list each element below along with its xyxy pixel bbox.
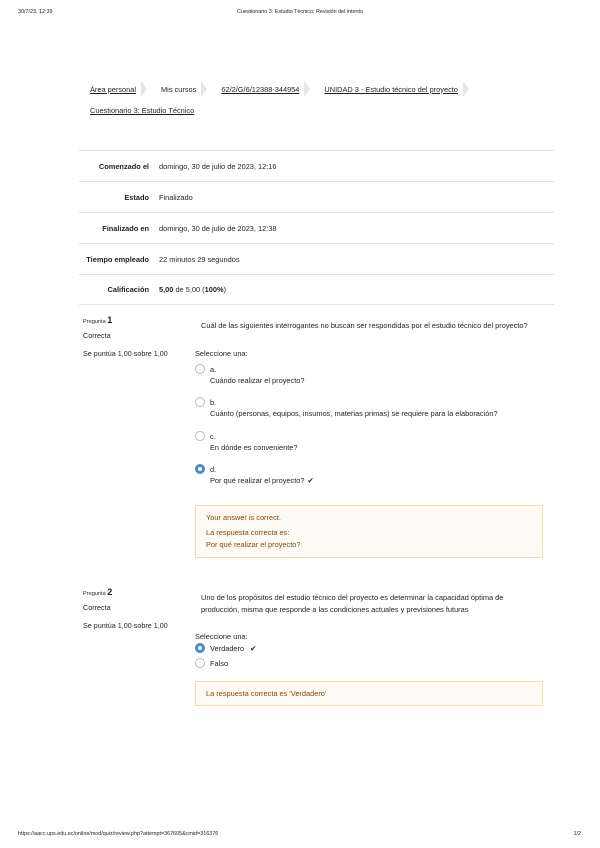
chevron-right-icon [463, 80, 471, 98]
question-number: Pregunta 1 [83, 315, 113, 325]
question-2-feedback: La respuesta correcta es 'Verdadero' [195, 681, 543, 706]
summary-row-started: Comenzado el domingo, 30 de julio de 2023, 12:16 [79, 150, 554, 181]
attempt-summary [79, 150, 554, 305]
question-state: Correcta [83, 603, 111, 612]
question-number: Pregunta 2 [83, 587, 113, 597]
question-2-info [83, 587, 173, 631]
print-date: 30/7/23, 12:39 [18, 9, 53, 15]
print-title: Cuestionario 3: Estudio Técnico: Revisión del intento [236, 9, 364, 15]
breadcrumb-item-area-personal[interactable]: Área personal [84, 80, 155, 98]
radio-button-selected[interactable] [195, 464, 205, 474]
chevron-right-icon [304, 80, 312, 98]
breadcrumb-item-mis-cursos[interactable]: Mis cursos [155, 80, 215, 98]
check-icon: ✔ [307, 476, 314, 485]
radio-button[interactable] [195, 397, 205, 407]
radio-button[interactable] [195, 658, 205, 668]
summary-row-grade: Calificación 5,00 de 5,00 (100%) [79, 274, 554, 305]
chevron-right-icon [141, 80, 149, 98]
question-state: Correcta [83, 331, 111, 340]
chevron-right-icon [201, 80, 209, 98]
q1-option-a[interactable]: a. Cuándo realizar el proyecto? [195, 364, 305, 386]
q2-option-verdadero[interactable]: Verdadero ✔ [195, 643, 256, 654]
summary-row-state: Estado Finalizado [79, 181, 554, 212]
q1-option-b[interactable]: b. Cuánto (personas, equipos, insumos, materias primas) se requiere para la elaboración? [195, 397, 498, 419]
breadcrumb-item-quiz[interactable]: Cuestionario 3: Estudio Técnico [90, 106, 195, 115]
question-grade: Se puntúa 1,00 sobre 1,00 [83, 621, 168, 630]
print-header [0, 9, 600, 21]
radio-button-selected[interactable] [195, 643, 205, 653]
print-url: https://aacc.ups.edu.ec/online/mod/quiz/review.php?attempt=367605&cmid=316376 [18, 831, 219, 837]
radio-button[interactable] [195, 364, 205, 374]
question-2-prompt: Seleccione una: [195, 632, 248, 641]
q1-option-d[interactable]: d. Por qué realizar el proyecto? ✔ [195, 464, 314, 486]
question-1-text: Cuál de las siguientes interrogantes no buscan ser respondidas por el estudio técnico del proyecto? [201, 321, 528, 330]
grade-value: 5,00 de 5,00 (100%) [159, 285, 226, 294]
breadcrumb-item-unit[interactable]: UNIDAD 3 - Estudio técnico del proyecto [318, 80, 477, 98]
q2-option-falso[interactable]: Falso [195, 658, 228, 669]
radio-button[interactable] [195, 431, 205, 441]
summary-row-finished: Finalizado en domingo, 30 de julio de 2023, 12:38 [79, 212, 554, 243]
summary-row-time-taken: Tiempo empleado 22 minutos 29 segundos [79, 243, 554, 274]
question-1-feedback: Your answer is correct. La respuesta correcta es: Por qué realizar el proyecto? [195, 505, 543, 558]
check-icon: ✔ [250, 644, 257, 653]
question-2-text: Uno de los propósitos del estudio técnico del proyecto es determinar la capacidad óptima de producción, misma que responde a las condiciones actuales y previsiones futuras [201, 593, 504, 614]
question-1-prompt: Seleccione una: [195, 349, 248, 358]
question-1-info [83, 315, 173, 359]
question-grade: Se puntúa 1,00 sobre 1,00 [83, 349, 168, 358]
q1-option-c[interactable]: c. En dónde es conveniente? [195, 431, 298, 453]
page-number: 1/2 [573, 831, 581, 837]
breadcrumb [84, 80, 554, 115]
breadcrumb-item-course[interactable]: 62/2/G/6/12388-344954 [215, 80, 318, 98]
